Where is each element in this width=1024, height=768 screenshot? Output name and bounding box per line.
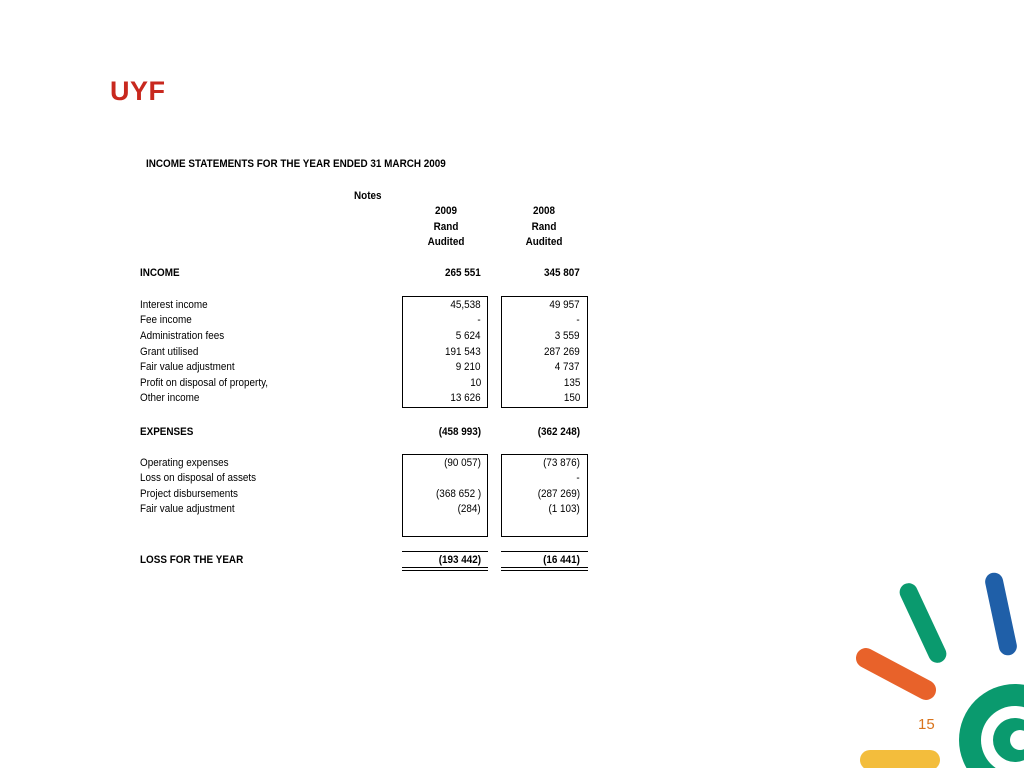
- loss-top-rule-2008: [501, 551, 588, 552]
- loss-2008: (16 441): [543, 554, 580, 566]
- expense-row-2008: (1 103): [548, 503, 580, 515]
- income-row-label: Interest income: [140, 299, 208, 311]
- income-row-2009: 13 626: [450, 392, 481, 404]
- logo-blue-stripe: [983, 571, 1018, 657]
- status-2009: Audited: [427, 236, 465, 248]
- expense-row-2008: -: [576, 472, 580, 484]
- income-row-2009: -: [477, 314, 481, 326]
- income-total-2008: 345 807: [544, 267, 580, 279]
- expense-row-2009: (368 652 ): [435, 488, 481, 500]
- expense-row-label: Operating expenses: [140, 457, 229, 469]
- loss-top-rule-2009: [402, 551, 488, 552]
- income-row-2008: 4 737: [555, 361, 580, 373]
- income-row-label: Grant utilised: [140, 346, 199, 358]
- year-2009: 2009: [434, 205, 458, 217]
- income-row-2008: 287 269: [544, 346, 580, 358]
- income-row-2008: 49 957: [549, 299, 580, 311]
- income-row-2009: 45,538: [450, 299, 481, 311]
- income-row-label: Profit on disposal of property,: [140, 377, 269, 389]
- expense-row-2009: (284): [457, 503, 481, 515]
- income-row-2008: -: [576, 314, 580, 326]
- logo-green-stripe: [897, 580, 950, 666]
- expense-row-label: Loss on disposal of assets: [140, 472, 257, 484]
- income-row-2008: 135: [563, 377, 580, 389]
- notes-header: Notes: [354, 190, 382, 202]
- income-row-2009: 5 624: [456, 330, 481, 342]
- income-row-2009: 9 210: [456, 361, 481, 373]
- loss-label: LOSS FOR THE YEAR: [140, 554, 244, 566]
- statement-heading: INCOME STATEMENTS FOR THE YEAR ENDED 31 MARCH 2009: [146, 158, 446, 170]
- loss-double-rule-2009-a: [402, 567, 488, 568]
- loss-double-rule-2008-a: [501, 567, 588, 568]
- expenses-total-2008: (362 248): [537, 426, 580, 438]
- loss-double-rule-2009-b: [402, 570, 488, 571]
- expense-row-2009: (90 057): [444, 457, 481, 469]
- year-2008: 2008: [532, 205, 556, 217]
- income-row-label: Other income: [140, 392, 200, 404]
- currency-2009: Rand: [433, 221, 459, 233]
- income-row-label: Fee income: [140, 314, 192, 326]
- expenses-total-2009: (458 993): [438, 426, 481, 438]
- income-row-2009: 191 543: [445, 346, 481, 358]
- expenses-label: EXPENSES: [140, 426, 194, 438]
- income-row-label: Administration fees: [140, 330, 225, 342]
- logo-yellow-stripe: [860, 750, 940, 768]
- expense-row-2008: (287 269): [537, 488, 580, 500]
- slide-title: UYF: [110, 76, 166, 106]
- loss-2009: (193 442): [438, 554, 481, 566]
- logo-orange-stripe: [852, 645, 939, 704]
- currency-2008: Rand: [531, 221, 557, 233]
- expense-row-label: Project disbursements: [140, 488, 238, 500]
- income-row-2009: 10: [469, 377, 481, 389]
- income-row-label: Fair value adjustment: [140, 361, 235, 373]
- income-label: INCOME: [140, 267, 180, 279]
- income-row-2008: 150: [563, 392, 580, 404]
- status-2008: Audited: [525, 236, 563, 248]
- income-total-2009: 265 551: [445, 267, 481, 279]
- income-row-2008: 3 559: [555, 330, 580, 342]
- loss-double-rule-2008-b: [501, 570, 588, 571]
- page-number: 15: [918, 716, 935, 733]
- expense-row-2008: (73 876): [543, 457, 580, 469]
- expense-row-label: Fair value adjustment: [140, 503, 235, 515]
- brand-logo: [850, 560, 1024, 768]
